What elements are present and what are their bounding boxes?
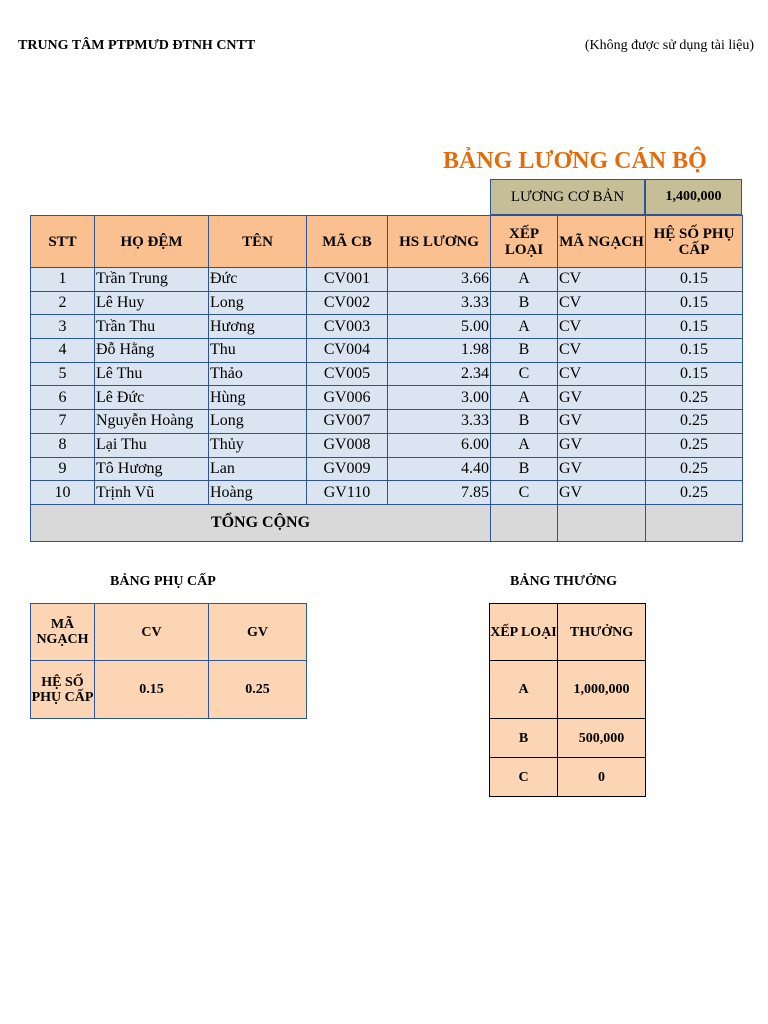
- cell-ma-ngach[interactable]: CV: [558, 339, 646, 363]
- phu-cap-cv[interactable]: CV: [95, 604, 209, 661]
- cell-ma-cb[interactable]: GV007: [307, 410, 388, 434]
- total-row: [31, 504, 743, 541]
- cell-ho-dem[interactable]: Đỗ Hằng: [95, 339, 209, 363]
- cell-ma-ngach[interactable]: CV: [558, 291, 646, 315]
- phu-cap-label-he-so[interactable]: HỆ SỐ PHỤ CẤP: [31, 661, 95, 719]
- table-row: [31, 457, 743, 481]
- cell-stt[interactable]: 5: [31, 362, 95, 386]
- table-row: [31, 315, 743, 339]
- table-row: [31, 386, 743, 410]
- header-ma-ngach[interactable]: MÃ NGẠCH: [558, 216, 646, 268]
- page-title: BẢNG LƯƠNG CÁN BỘ: [443, 148, 707, 174]
- cell-ten[interactable]: Đức: [209, 268, 307, 292]
- cell-xep-loai[interactable]: B: [491, 339, 558, 363]
- cell-hs-luong[interactable]: 3.33: [388, 410, 491, 434]
- cell-ten[interactable]: Thảo: [209, 362, 307, 386]
- cell-he-so-phu-cap[interactable]: 0.15: [646, 291, 743, 315]
- header-xep-loai[interactable]: XẾP LOẠI: [491, 216, 558, 268]
- cell-ho-dem[interactable]: Trịnh Vũ: [95, 481, 209, 505]
- cell-he-so-phu-cap[interactable]: 0.25: [646, 481, 743, 505]
- cell-ma-cb[interactable]: CV001: [307, 268, 388, 292]
- cell-ho-dem[interactable]: Lê Đức: [95, 386, 209, 410]
- table-row: [31, 433, 743, 457]
- cell-stt[interactable]: 3: [31, 315, 95, 339]
- phu-cap-cv-value[interactable]: 0.15: [95, 661, 209, 719]
- cell-xep-loai[interactable]: A: [491, 268, 558, 292]
- thuong-header-xep-loai[interactable]: XẾP LOẠI: [490, 604, 558, 661]
- table-row: [31, 481, 743, 505]
- cell-ma-cb[interactable]: GV110: [307, 481, 388, 505]
- cell-ma-ngach[interactable]: GV: [558, 433, 646, 457]
- cell-he-so-phu-cap[interactable]: 0.25: [646, 410, 743, 434]
- thuong-title: BẢNG THƯỞNG: [510, 574, 617, 589]
- cell-ma-ngach[interactable]: CV: [558, 268, 646, 292]
- cell-ten[interactable]: Lan: [209, 457, 307, 481]
- cell-hs-luong[interactable]: 3.66: [388, 268, 491, 292]
- total-he-so-cell[interactable]: [646, 504, 743, 541]
- thuong-row: [490, 661, 646, 719]
- table-row: [31, 291, 743, 315]
- cell-xep-loai[interactable]: B: [491, 457, 558, 481]
- cell-ma-cb[interactable]: GV006: [307, 386, 388, 410]
- cell-ma-ngach[interactable]: CV: [558, 362, 646, 386]
- cell-ma-ngach[interactable]: GV: [558, 410, 646, 434]
- luong-co-ban-label-text: LƯƠNG CƠ BẢN: [510, 188, 625, 205]
- cell-stt[interactable]: 8: [31, 433, 95, 457]
- cell-ho-dem[interactable]: Lại Thu: [95, 433, 209, 457]
- cell-ma-cb[interactable]: CV004: [307, 339, 388, 363]
- total-label[interactable]: TỔNG CỘNG: [31, 504, 491, 541]
- phu-cap-gv-value[interactable]: 0.25: [209, 661, 307, 719]
- cell-ho-dem[interactable]: Lê Huy: [95, 291, 209, 315]
- total-ma-ngach-cell[interactable]: [558, 504, 646, 541]
- thuong-row: [490, 719, 646, 758]
- cell-ma-cb[interactable]: GV009: [307, 457, 388, 481]
- cell-he-so-phu-cap[interactable]: 0.25: [646, 433, 743, 457]
- org-name: TRUNG TÂM PTPMƯD ĐTNH CNTT: [18, 38, 256, 53]
- cell-ma-cb[interactable]: GV008: [307, 433, 388, 457]
- cell-stt[interactable]: 4: [31, 339, 95, 363]
- cell-ma-ngach[interactable]: GV: [558, 457, 646, 481]
- cell-ho-dem[interactable]: Nguyễn Hoàng: [95, 410, 209, 434]
- cell-stt[interactable]: 2: [31, 291, 95, 315]
- header-ho-dem[interactable]: HỌ ĐỆM: [95, 216, 209, 268]
- cell-xep-loai[interactable]: A: [491, 315, 558, 339]
- cell-hs-luong[interactable]: 3.33: [388, 291, 491, 315]
- exam-note: (Không được sử dụng tài liệu): [584, 38, 754, 53]
- header-stt[interactable]: STT: [31, 216, 95, 268]
- header-ten[interactable]: TÊN: [209, 216, 307, 268]
- cell-hs-luong[interactable]: 2.34: [388, 362, 491, 386]
- cell-stt[interactable]: 9: [31, 457, 95, 481]
- phu-cap-row-he-so: [31, 661, 307, 719]
- cell-ho-dem[interactable]: Trần Thu: [95, 315, 209, 339]
- cell-ma-cb[interactable]: CV003: [307, 315, 388, 339]
- cell-he-so-phu-cap[interactable]: 0.25: [646, 386, 743, 410]
- cell-he-so-phu-cap[interactable]: 0.15: [646, 339, 743, 363]
- cell-ho-dem[interactable]: Tô Hương: [95, 457, 209, 481]
- cell-stt[interactable]: 1: [31, 268, 95, 292]
- cell-he-so-phu-cap[interactable]: 0.15: [646, 362, 743, 386]
- cell-hs-luong[interactable]: 5.00: [388, 315, 491, 339]
- cell-xep-loai[interactable]: C: [491, 481, 558, 505]
- total-xep-loai-cell[interactable]: [491, 504, 558, 541]
- cell-hs-luong[interactable]: 1.98: [388, 339, 491, 363]
- thuong-table: [489, 603, 646, 797]
- cell-xep-loai[interactable]: A: [491, 386, 558, 410]
- luong-co-ban-value-text: 1,400,000: [665, 189, 722, 204]
- cell-hs-luong[interactable]: 4.40: [388, 457, 491, 481]
- table-row: [31, 410, 743, 434]
- cell-ho-dem[interactable]: Lê Thu: [95, 362, 209, 386]
- thuong-amount[interactable]: 0: [558, 758, 646, 797]
- header-ma-cb[interactable]: MÃ CB: [307, 216, 388, 268]
- phu-cap-title: BẢNG PHỤ CẤP: [110, 574, 216, 589]
- thuong-header-row: [490, 604, 646, 661]
- thuong-xep-loai[interactable]: B: [490, 719, 558, 758]
- cell-he-so-phu-cap[interactable]: 0.25: [646, 457, 743, 481]
- cell-stt[interactable]: 7: [31, 410, 95, 434]
- thuong-row: [490, 758, 646, 797]
- cell-ma-ngach[interactable]: CV: [558, 315, 646, 339]
- phu-cap-row-ma-ngach: [31, 604, 307, 661]
- cell-xep-loai[interactable]: B: [491, 410, 558, 434]
- cell-ten[interactable]: Hương: [209, 315, 307, 339]
- cell-stt[interactable]: 10: [31, 481, 95, 505]
- cell-he-so-phu-cap[interactable]: 0.15: [646, 268, 743, 292]
- phu-cap-gv[interactable]: GV: [209, 604, 307, 661]
- cell-ten[interactable]: Hùng: [209, 386, 307, 410]
- thuong-amount[interactable]: 500,000: [558, 719, 646, 758]
- cell-xep-loai[interactable]: B: [491, 291, 558, 315]
- table-row: [31, 268, 743, 292]
- cell-stt[interactable]: 6: [31, 386, 95, 410]
- cell-ten[interactable]: Long: [209, 410, 307, 434]
- phu-cap-label-ma-ngach[interactable]: MÃ NGẠCH: [31, 604, 95, 661]
- table-row: [31, 339, 743, 363]
- cell-ma-cb[interactable]: CV005: [307, 362, 388, 386]
- luong-co-ban-value[interactable]: [645, 179, 742, 215]
- thuong-xep-loai[interactable]: A: [490, 661, 558, 719]
- table-row: [31, 362, 743, 386]
- luong-co-ban-label[interactable]: [490, 179, 645, 215]
- cell-ten[interactable]: Thủy: [209, 433, 307, 457]
- table-header-row: [31, 216, 743, 268]
- cell-ten[interactable]: Thu: [209, 339, 307, 363]
- cell-ma-ngach[interactable]: GV: [558, 481, 646, 505]
- cell-hs-luong[interactable]: 7.85: [388, 481, 491, 505]
- cell-he-so-phu-cap[interactable]: 0.15: [646, 315, 743, 339]
- thuong-amount[interactable]: 1,000,000: [558, 661, 646, 719]
- cell-ten[interactable]: Long: [209, 291, 307, 315]
- cell-ma-cb[interactable]: CV002: [307, 291, 388, 315]
- thuong-header-thuong[interactable]: THƯỞNG: [558, 604, 646, 661]
- cell-ten[interactable]: Hoàng: [209, 481, 307, 505]
- cell-ho-dem[interactable]: Trần Trung: [95, 268, 209, 292]
- cell-hs-luong[interactable]: 3.00: [388, 386, 491, 410]
- salary-table: [30, 215, 743, 542]
- cell-xep-loai[interactable]: C: [491, 362, 558, 386]
- thuong-xep-loai[interactable]: C: [490, 758, 558, 797]
- header-hs-luong[interactable]: HS LƯƠNG: [388, 216, 491, 268]
- cell-ma-ngach[interactable]: GV: [558, 386, 646, 410]
- phu-cap-table: [30, 603, 307, 719]
- cell-xep-loai[interactable]: A: [491, 433, 558, 457]
- cell-hs-luong[interactable]: 6.00: [388, 433, 491, 457]
- header-he-so-phu-cap[interactable]: HỆ SỐ PHỤ CẤP: [646, 216, 743, 268]
